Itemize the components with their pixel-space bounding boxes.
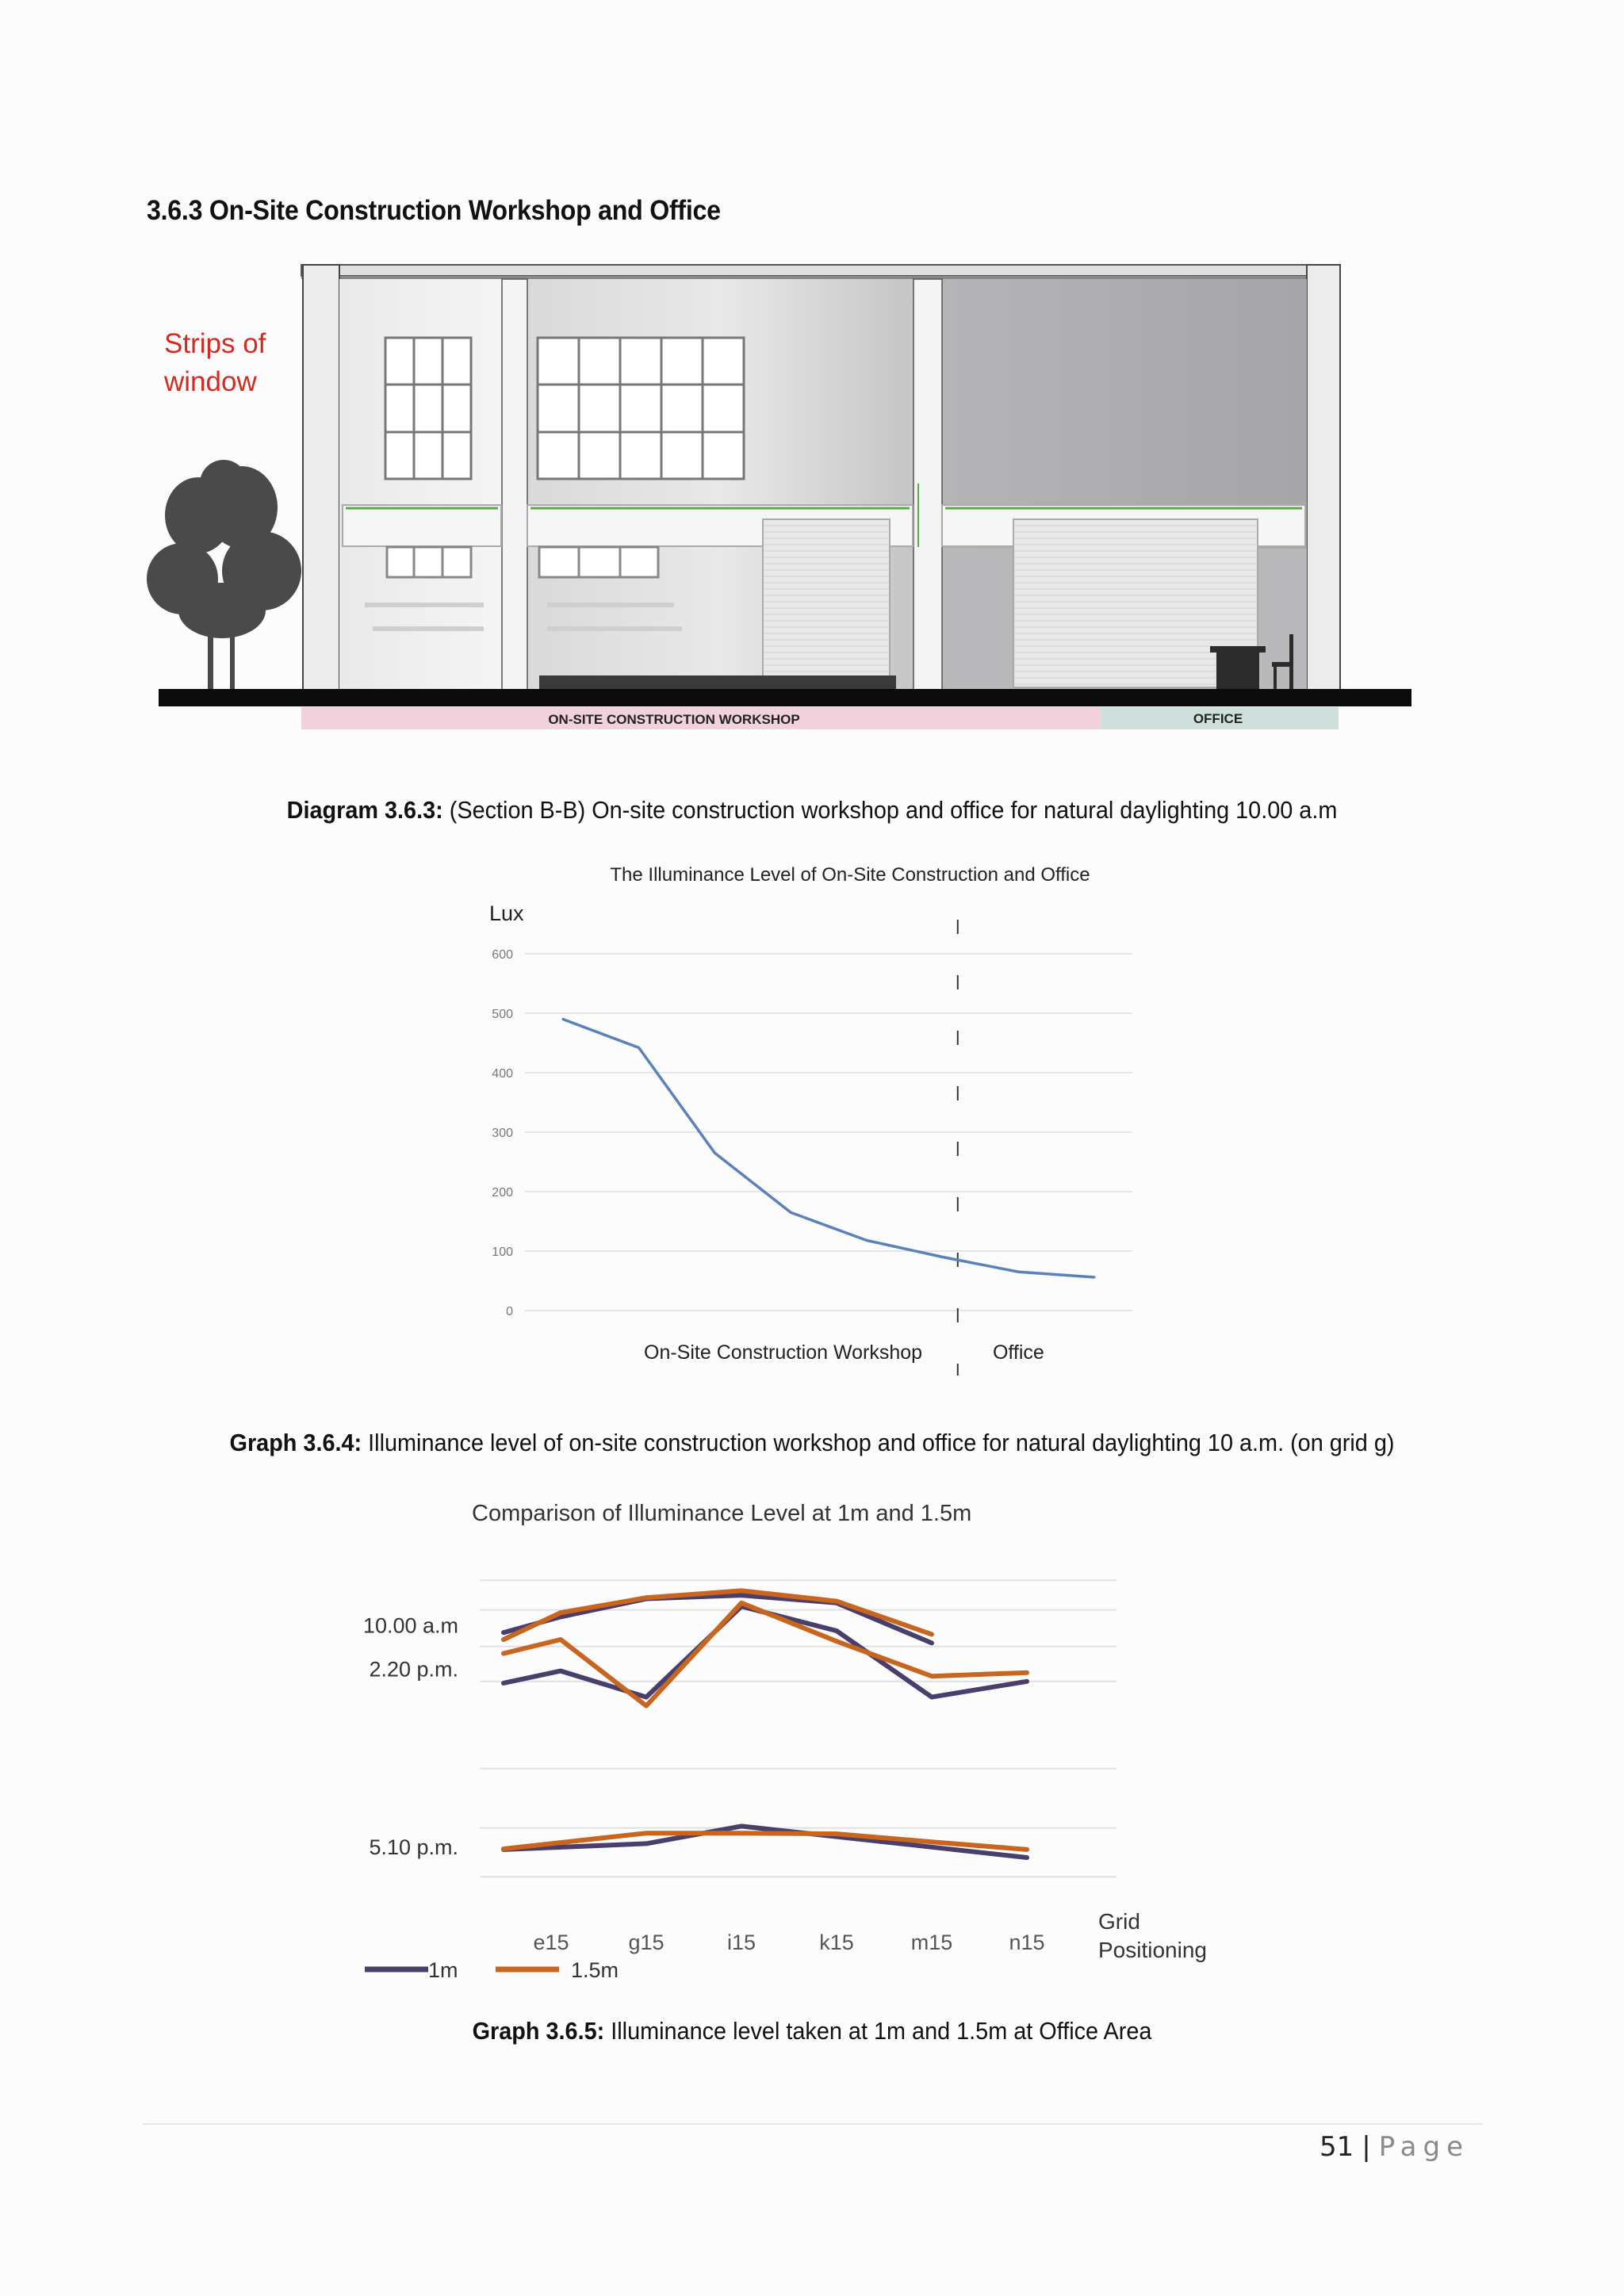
region-label: Office [992, 1341, 1044, 1364]
y-tick-label: 0 [506, 1305, 513, 1318]
legend-label: 1m [428, 1958, 458, 1982]
x-tick-label: g15 [628, 1931, 665, 1954]
caption-text: (Section B-B) On-site construction workshop and office for natural daylighting 10.00 a.m [442, 796, 1338, 824]
y-tick-label: 600 [492, 948, 513, 962]
caption-label: Diagram 3.6.3: [286, 796, 443, 824]
data-point [865, 1239, 868, 1242]
data-point [1017, 1271, 1020, 1273]
ground-line [159, 689, 1411, 706]
data-point [714, 1152, 716, 1154]
series-line [504, 1595, 932, 1643]
y-tick-label: 400 [492, 1067, 513, 1081]
data-point [638, 1047, 640, 1049]
graph-365-caption [57, 2017, 1568, 2045]
row-label: 2.20 p.m. [369, 1657, 458, 1682]
window-grid-left [385, 338, 471, 479]
data-point [790, 1211, 792, 1214]
series-line [563, 1020, 1094, 1278]
y-tick-label: 200 [492, 1186, 513, 1200]
legend-label: 1.5m [571, 1958, 619, 1982]
page-label: Page [1378, 2131, 1469, 2163]
zone-label-office: OFFICE [1193, 711, 1243, 726]
y-tick-label: 300 [492, 1127, 513, 1140]
section-heading: 3.6.3 On-Site Construction Workshop and Office [147, 195, 721, 226]
annotation-line: Strips of [164, 328, 266, 359]
comparison-line-chart [341, 1490, 1277, 1998]
x-tick-label: n15 [1009, 1931, 1045, 1954]
right-wall [1307, 265, 1340, 690]
chart-title: The Illuminance Level of On-Site Construction and Office [610, 864, 1090, 886]
x-tick-label: e15 [533, 1931, 569, 1954]
x-tick-label: i15 [726, 1931, 756, 1954]
x-tick-label: m15 [910, 1931, 953, 1954]
region-label: On-Site Construction Workshop [644, 1341, 923, 1364]
tree-icon [147, 460, 301, 690]
column [502, 279, 527, 690]
row-label: 10.00 a.m [362, 1613, 458, 1638]
caption-label: Graph 3.6.4: [229, 1429, 362, 1456]
x-axis-label: Grid Positioning [1098, 1909, 1207, 1962]
y-axis-label: Lux [489, 901, 524, 925]
series-line [504, 1606, 1027, 1697]
page-separator: | [1362, 2131, 1371, 2163]
graph-364-caption [57, 1429, 1568, 1457]
illuminance-line-chart [476, 856, 1237, 1380]
page-number-value: 51 [1319, 2131, 1354, 2163]
y-tick-label: 500 [492, 1008, 513, 1021]
annotation-line: window [164, 366, 257, 397]
diagram-caption [57, 796, 1568, 825]
series-line [504, 1603, 1027, 1706]
window-grid-right [538, 338, 744, 479]
data-point [941, 1256, 944, 1258]
data-point [561, 1018, 564, 1020]
y-tick-label: 100 [492, 1246, 513, 1259]
zone-label-workshop: ON-SITE CONSTRUCTION WORKSHOP [548, 712, 800, 727]
caption-text: Illuminance level taken at 1m and 1.5m at Office Area [604, 2017, 1152, 2045]
chart-title: Comparison of Illuminance Level at 1m and 1.5m [472, 1501, 972, 1526]
data-point [1094, 1276, 1096, 1279]
x-tick-label: k15 [819, 1931, 854, 1954]
row-label: 5.10 p.m. [369, 1835, 458, 1859]
footer-divider [143, 2123, 1483, 2125]
caption-text: Illuminance level of on-site construction workshop and office for natural daylighting 10 a.m. (on grid g) [362, 1429, 1395, 1456]
caption-label: Graph 3.6.5: [472, 2017, 605, 2045]
roof-slab [301, 265, 1340, 276]
strips-of-window-annotation [164, 325, 266, 401]
left-wall [303, 265, 339, 690]
roller-shutter [763, 519, 890, 687]
page-number [1320, 2131, 1469, 2163]
